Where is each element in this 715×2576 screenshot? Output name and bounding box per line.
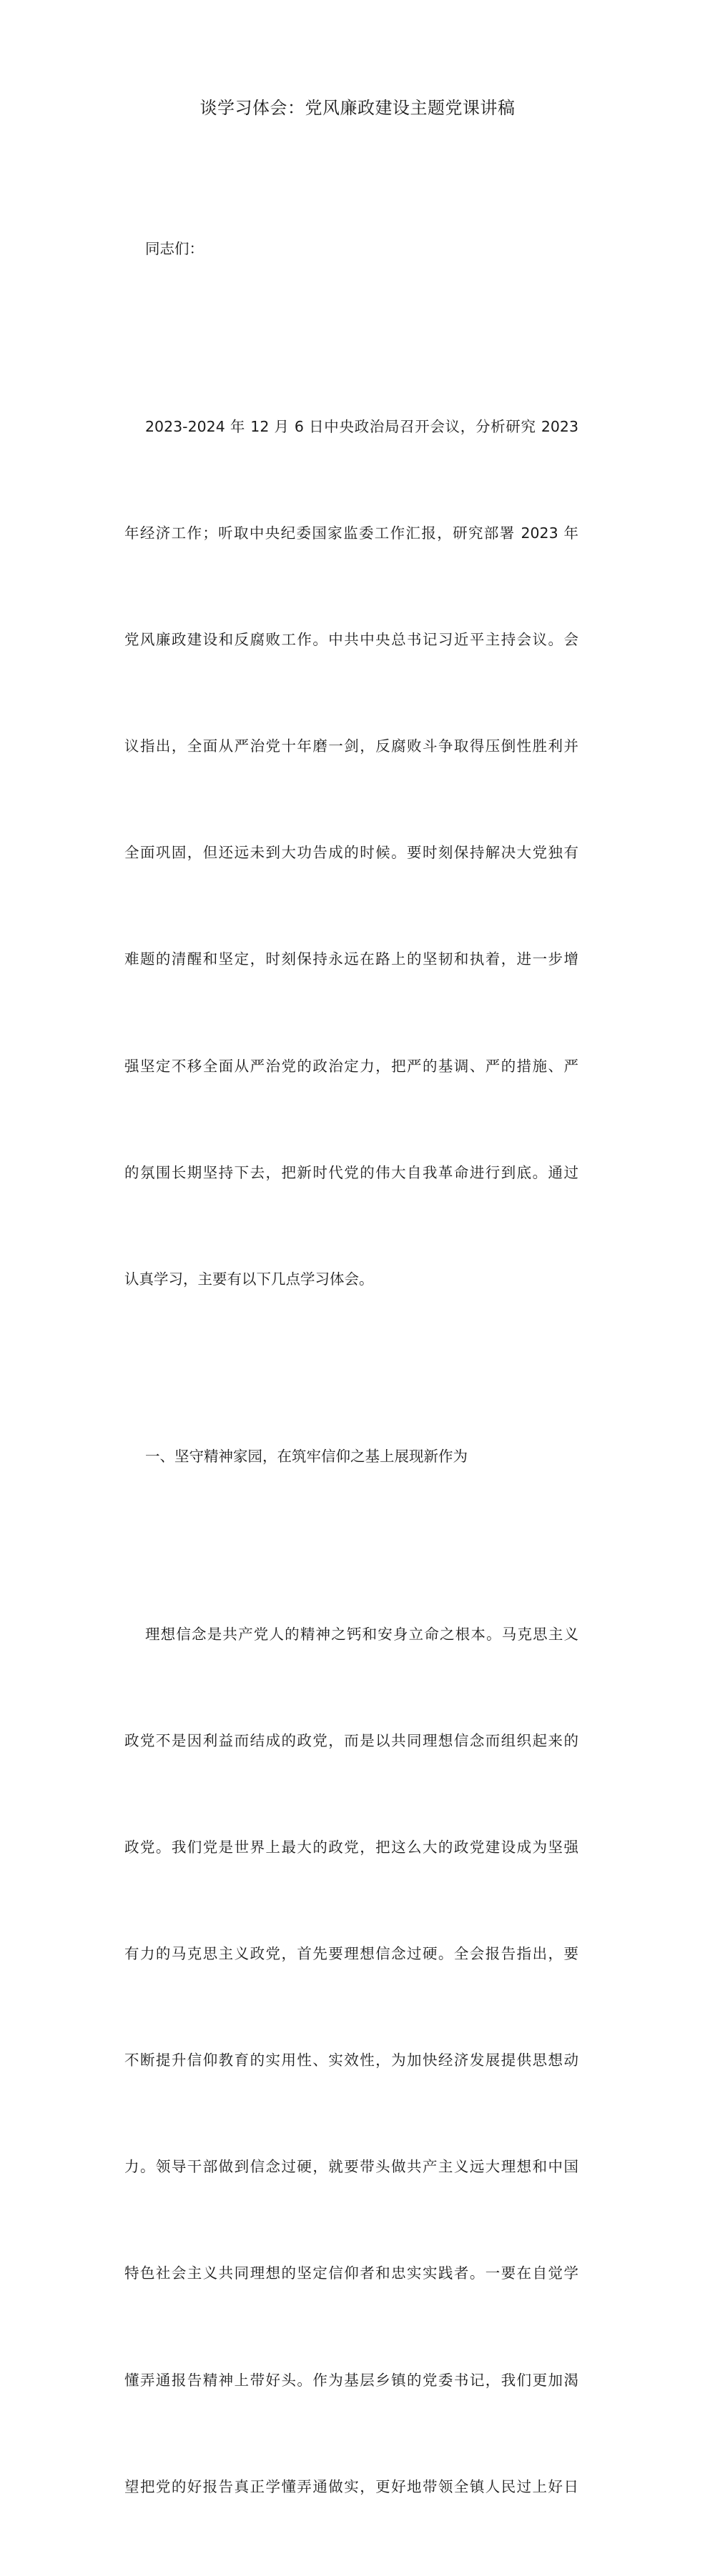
text-line: 有力的马克思主义政党，首先要理想信念过硬。全会报告指出，要 [124,1945,578,1963]
text-line: 一、坚守精神家园，在筑牢信仰之基上展现新作为 [145,1448,468,1466]
text-line: 强坚定不移全面从严治党的政治定力，把严的基调、严的措施、严 [124,1057,578,1075]
paragraph-section-1 [104,1546,578,2575]
text-line: 不断提升信仰教育的实用性、实效性，为加快经济发展提供思想动 [124,2052,578,2069]
document-title: 谈学习体会：党风廉政建设主题党课讲稿 [199,98,516,118]
text-line: 党风廉政建设和反腐败工作。中共中央总书记习近平主持会议。会 [124,631,578,649]
text-line: 理想信念是共产党人的精神之钙和安身立命之根本。马克思主义 [145,1625,578,1643]
text-line: 年经济工作；听取中央纪委国家监委工作汇报，研究部署 2023 年 [124,524,578,542]
text-line: 全面巩固，但还远未到大功告成的时候。要时刻保持解决大党独有 [124,844,578,862]
paragraph-greeting [104,161,578,339]
text-line: 特色社会主义共同理想的坚定信仰者和忠实实践者。一要在自觉学 [124,2264,578,2282]
section-heading-1 [104,1368,578,1546]
text-line: 2023-2024 年 12 月 6 日中央政治局召开会议，分析研究 2023 [145,417,578,435]
text-line: 认真学习，主要有以下几点学习体会。 [124,1270,374,1288]
document-body [104,161,578,2576]
text-line: 望把党的好报告真正学懂弄通做实，更好地带领全镇人民过上好日 [124,2477,578,2495]
text-line: 政党。我们党是世界上最大的政党，把这么大的政党建设成为坚强 [124,1839,578,1856]
text-line: 同志们： [145,240,204,258]
text-line: 难题的清醒和坚定，时刻保持永远在路上的坚韧和执着，进一步增 [124,950,578,968]
text-line: 议指出，全面从严治党十年磨一剑，反腐败斗争取得压倒性胜利并 [124,737,578,755]
text-line: 力。领导干部做到信念过硬，就要带头做共产主义远大理想和中国 [124,2158,578,2176]
text-line: 懂弄通报告精神上带好头。作为基层乡镇的党委书记，我们更加渴 [124,2371,578,2389]
paragraph-intro [104,339,578,1368]
text-line: 的氛围长期坚持下去，把新时代党的伟大自我革命进行到底。通过 [124,1163,578,1181]
text-line: 政党不是因利益而结成的政党，而是以共同理想信念而组织起来的 [124,1731,578,1749]
